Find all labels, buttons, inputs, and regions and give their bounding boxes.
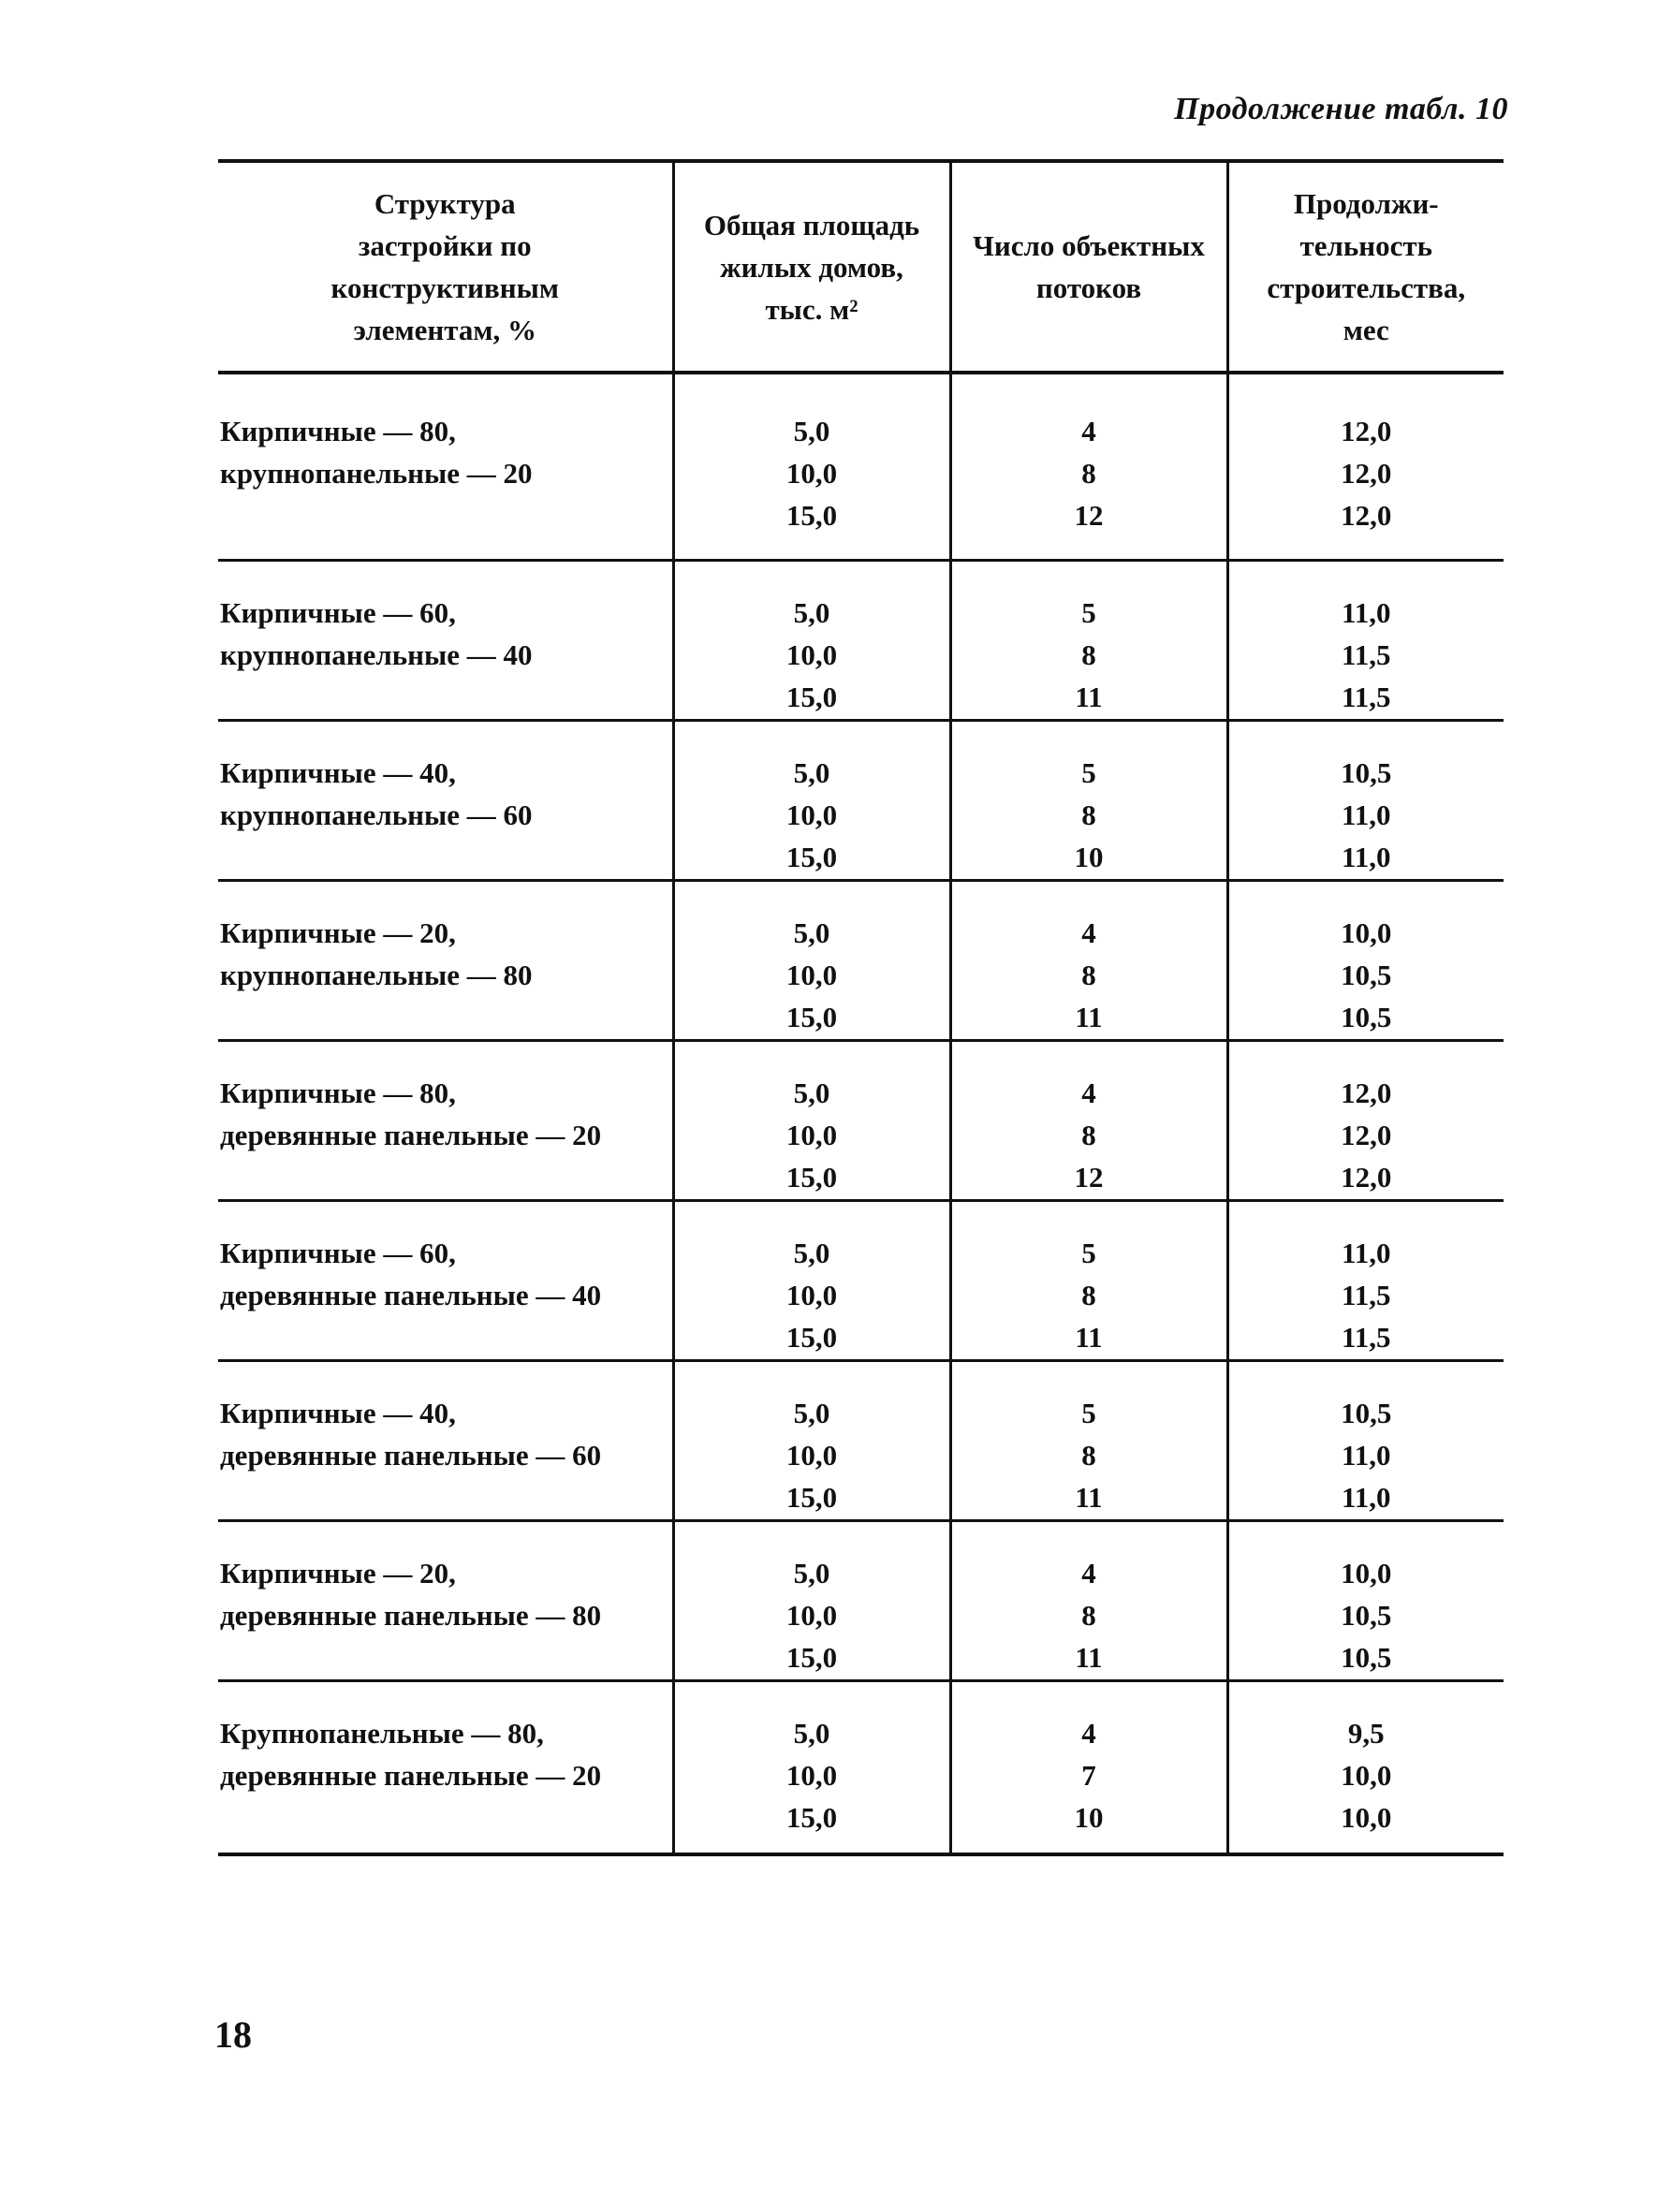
cell-duration: 10,5 11,0 11,0 <box>1227 1360 1504 1520</box>
table-row <box>218 880 1504 1040</box>
cell-flows: 5 8 11 <box>950 560 1227 720</box>
cell-area: 5,0 10,0 15,0 <box>673 560 950 720</box>
cell-area: 5,0 10,0 15,0 <box>673 1520 950 1680</box>
header-duration: Продолжи- тельность строительства, мес <box>1227 161 1504 373</box>
cell-flows: 5 8 10 <box>950 720 1227 880</box>
table-row <box>218 560 1504 720</box>
cell-structure: Кирпичные — 80, деревянные панельные — 20 <box>218 1040 673 1200</box>
header-flows: Число объектных потоков <box>950 161 1227 373</box>
cell-flows: 4 8 12 <box>950 1040 1227 1200</box>
table-row <box>218 1360 1504 1520</box>
table-row <box>218 1520 1504 1680</box>
cell-area: 5,0 10,0 15,0 <box>673 373 950 560</box>
cell-duration: 11,0 11,5 11,5 <box>1227 1200 1504 1360</box>
cell-flows: 4 8 11 <box>950 1520 1227 1680</box>
cell-area: 5,0 10,0 15,0 <box>673 1680 950 1854</box>
table-header-row <box>218 161 1504 373</box>
cell-structure: Кирпичные — 20, деревянные панельные — 80 <box>218 1520 673 1680</box>
table-caption: Продолжение табл. 10 <box>1174 92 1508 126</box>
header-structure: Структура застройки по конструктивным элементам, % <box>218 161 673 373</box>
cell-duration: 9,5 10,0 10,0 <box>1227 1680 1504 1854</box>
cell-duration: 10,0 10,5 10,5 <box>1227 880 1504 1040</box>
table-body <box>218 373 1504 1854</box>
cell-area: 5,0 10,0 15,0 <box>673 1040 950 1200</box>
table-row <box>218 720 1504 880</box>
cell-duration: 10,0 10,5 10,5 <box>1227 1520 1504 1680</box>
cell-structure: Кирпичные — 60, деревянные панельные — 40 <box>218 1200 673 1360</box>
cell-structure: Кирпичные — 40, деревянные панельные — 60 <box>218 1360 673 1520</box>
cell-area: 5,0 10,0 15,0 <box>673 720 950 880</box>
cell-flows: 4 7 10 <box>950 1680 1227 1854</box>
construction-duration-table <box>218 159 1504 1856</box>
table-row <box>218 1200 1504 1360</box>
cell-duration: 10,5 11,0 11,0 <box>1227 720 1504 880</box>
cell-structure: Кирпичные — 60, крупнопанельные — 40 <box>218 560 673 720</box>
cell-structure: Кирпичные — 80, крупнопанельные — 20 <box>218 373 673 560</box>
cell-area: 5,0 10,0 15,0 <box>673 880 950 1040</box>
cell-structure: Крупнопанельные — 80, деревянные панельные — 20 <box>218 1680 673 1854</box>
cell-duration: 12,0 12,0 12,0 <box>1227 373 1504 560</box>
page-number: 18 <box>214 2014 252 2056</box>
cell-flows: 5 8 11 <box>950 1360 1227 1520</box>
cell-area: 5,0 10,0 15,0 <box>673 1360 950 1520</box>
cell-structure: Кирпичные — 40, крупнопанельные — 60 <box>218 720 673 880</box>
cell-flows: 4 8 12 <box>950 373 1227 560</box>
cell-flows: 4 8 11 <box>950 880 1227 1040</box>
cell-duration: 12,0 12,0 12,0 <box>1227 1040 1504 1200</box>
cell-duration: 11,0 11,5 11,5 <box>1227 560 1504 720</box>
cell-structure: Кирпичные — 20, крупнопанельные — 80 <box>218 880 673 1040</box>
table-row <box>218 1040 1504 1200</box>
table-row <box>218 373 1504 560</box>
table-row <box>218 1680 1504 1854</box>
cell-flows: 5 8 11 <box>950 1200 1227 1360</box>
cell-area: 5,0 10,0 15,0 <box>673 1200 950 1360</box>
header-area: Общая площадь жилых домов, тыс. м² <box>673 161 950 373</box>
